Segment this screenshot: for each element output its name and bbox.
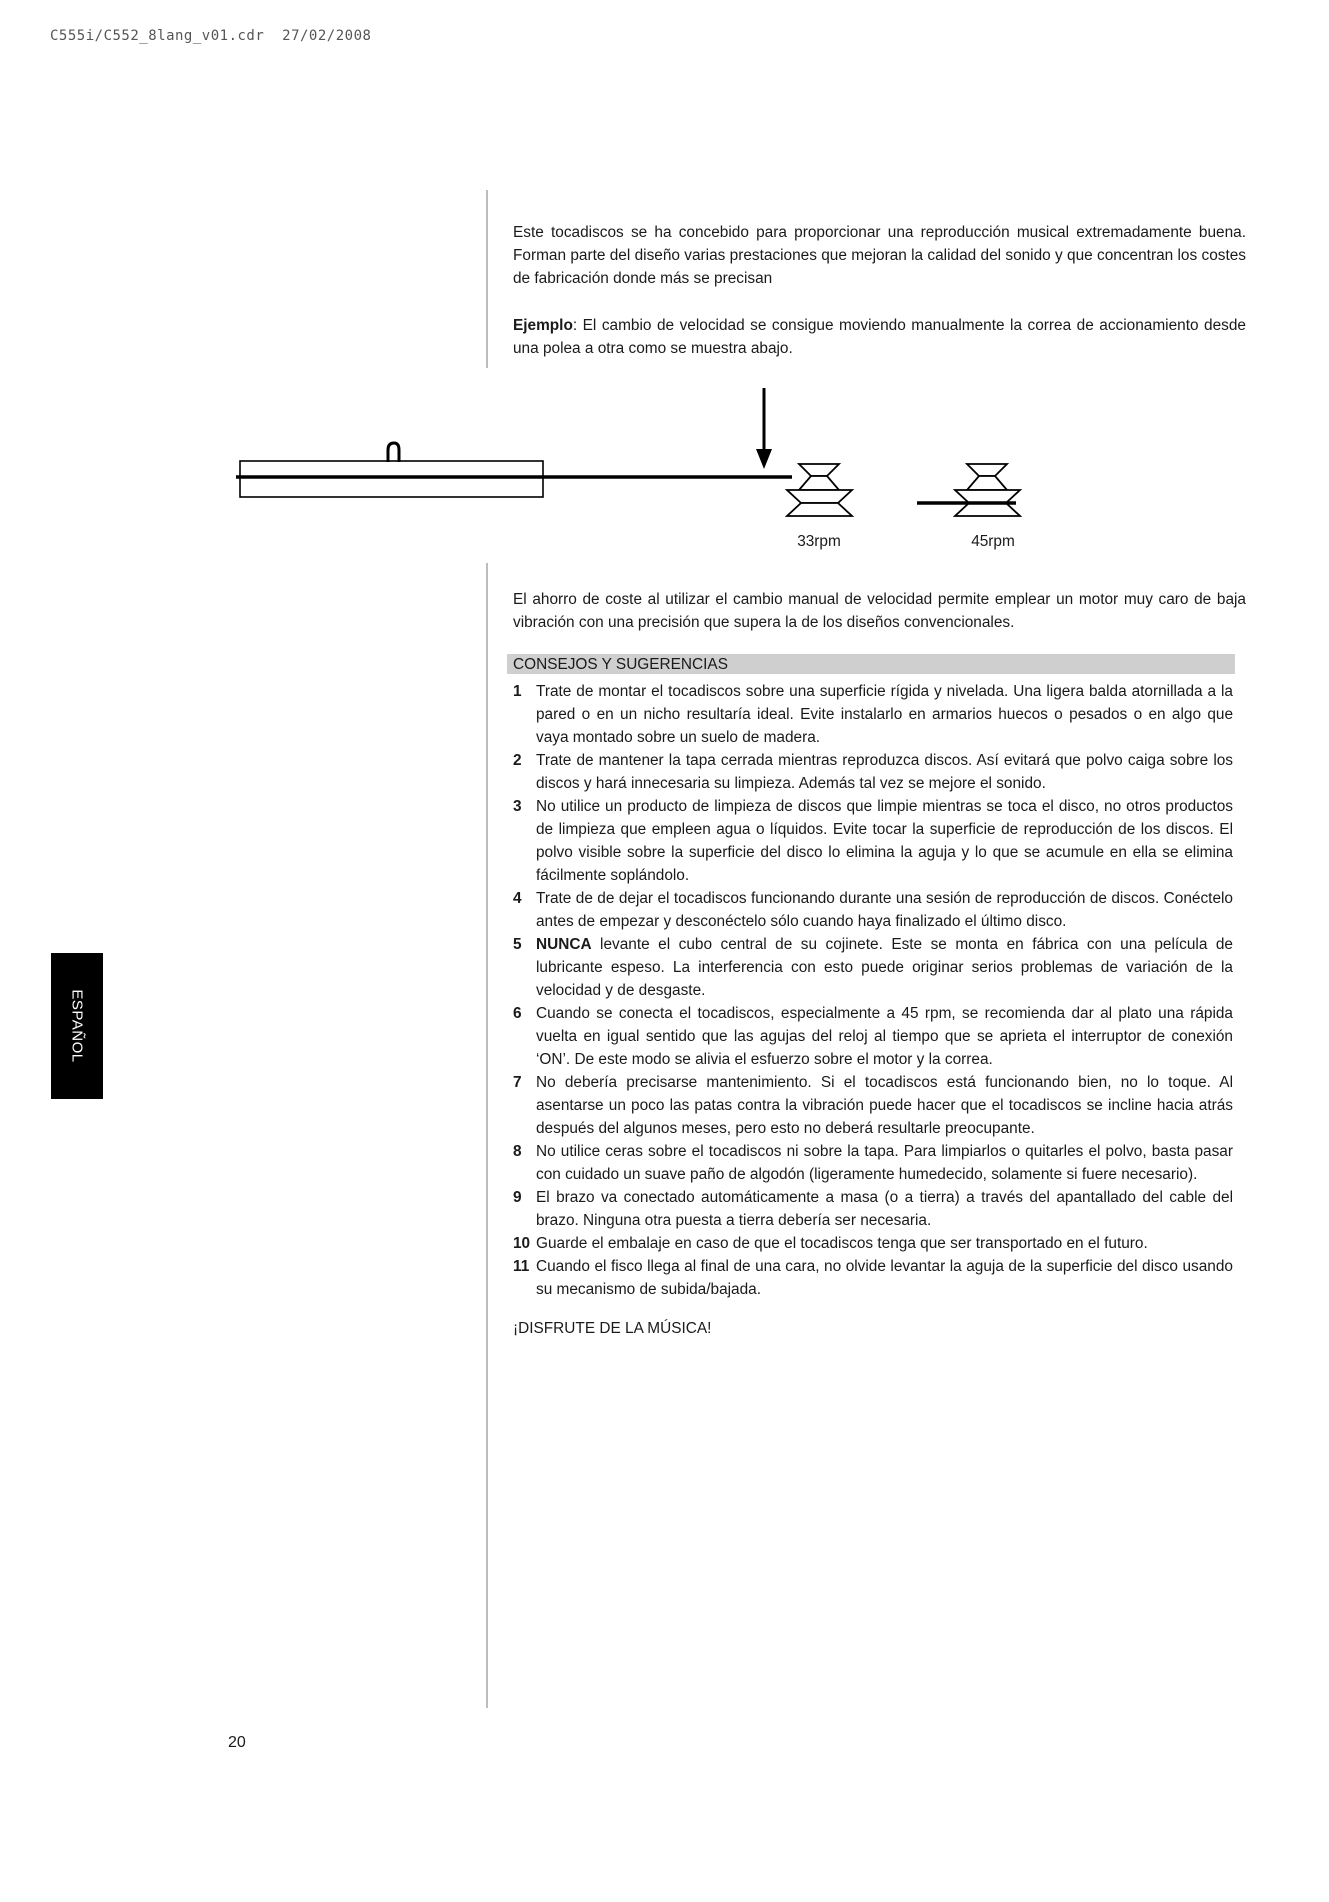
pulley-45rpm-icon — [917, 464, 1020, 516]
tip-text: Trate de montar el tocadiscos sobre una superficie rígida y nivelada. Una ligera balda atornillada a la pared o en un nicho resultaría ideal. Evite instalarlo en armarios huecos o pesados o en algo que vaya montado sobre un suelo de madera. — [536, 683, 1233, 746]
list-item — [513, 795, 1233, 887]
tip-text: Cuando el fisco llega al final de una cara, no olvide levantar la aguja de la superficie del disco usando su mecanismo de subida/bajada. — [536, 1258, 1233, 1298]
tip-number: 10 — [513, 1235, 531, 1252]
tip-text: Trate de de dejar el tocadiscos funcionando durante una sesión de reproducción de discos. Conéctelo antes de empezar y desconéctelo sólo cuando haya finalizado el último disco. — [536, 890, 1233, 930]
list-item — [513, 933, 1233, 1002]
list-item — [513, 1186, 1233, 1232]
tip-text: No utilice ceras sobre el tocadiscos ni sobre la tapa. Para limpiarlos o quitarles el polvo, basta pasar con cuidado un suave paño de algodón (ligeramente humedecido, solamente si fuere necesario). — [536, 1143, 1233, 1183]
cost-saving-paragraph: El ahorro de coste al utilizar el cambio manual de velocidad permite emplear un motor muy caro de baja vibración con una precisión que supera la de los diseños convencionales. — [513, 591, 1246, 631]
tip-number: 4 — [513, 890, 522, 907]
closing-line: ¡DISFRUTE DE LA MÚSICA! — [513, 1320, 712, 1337]
list-item — [513, 680, 1233, 749]
tip-text: El brazo va conectado automáticamente a masa (o a tierra) a través del apantallado del cable del brazo. Ninguna otra puesta a tierra debería ser necesaria. — [536, 1189, 1233, 1229]
pulley-33rpm-icon — [787, 464, 852, 516]
list-item — [513, 887, 1233, 933]
file-header: C555i/C552_8lang_v01.cdr 27/02/2008 — [50, 28, 372, 44]
list-item — [513, 1002, 1233, 1071]
list-item — [513, 749, 1233, 795]
tip-number: 7 — [513, 1074, 522, 1091]
tip-text: No debería precisarse mantenimiento. Si el tocadiscos está funcionando bien, no lo toque. Al asentarse un poco las patas contra la vibración puede hacer que el tocadiscos se incline hacia atrás después del algunos meses, pero esto no deberá resultarle preocupante. — [536, 1074, 1233, 1137]
tip-text: levante el cubo central de su cojinete. Este se monta en fábrica con una película de lubricante espeso. La interferencia con esto puede originar serios problemas de variación de la velocidad y de desgaste. — [536, 936, 1233, 999]
tip-number: 9 — [513, 1189, 522, 1206]
belt-pulley-diagram — [0, 380, 1329, 560]
example-label: Ejemplo — [513, 317, 573, 334]
platter-shape — [236, 443, 792, 497]
label-33rpm: 33rpm — [797, 533, 841, 550]
column-divider — [486, 563, 488, 1708]
tip-number: 8 — [513, 1143, 522, 1160]
column-divider — [486, 190, 488, 368]
example-text: : El cambio de velocidad se consigue moviendo manualmente la correa de accionamiento desde una polea a otra como se muestra abajo. — [513, 317, 1246, 357]
label-45rpm: 45rpm — [971, 533, 1015, 550]
tip-text: No utilice un producto de limpieza de discos que limpie mientras se toca el disco, no otros productos de limpieza que empleen agua o líquidos. Evite tocar la superficie de reproducción de los discos. El polvo visible sobre la superficie del disco lo elimina la aguja y lo que se acumule en ella se elimina fácilmente soplándolo. — [536, 798, 1233, 884]
tips-list — [513, 680, 1233, 1301]
list-item — [513, 1232, 1233, 1255]
tip-strong: NUNCA — [536, 936, 592, 953]
arrow-icon — [756, 388, 772, 469]
language-tab — [51, 953, 103, 1099]
tip-number: 11 — [513, 1258, 530, 1275]
list-item — [513, 1255, 1233, 1301]
tip-text: Cuando se conecta el tocadiscos, especialmente a 45 rpm, se recomienda dar al plato una rápida vuelta en igual sentido que las agujas del reloj al tiempo que se aprieta el interruptor de conexión ‘ON’. De este modo se alivia el esfuerzo sobre el motor y la correa. — [536, 1005, 1233, 1068]
tip-number: 6 — [513, 1005, 522, 1022]
example-paragraph — [513, 314, 1246, 360]
tip-number: 3 — [513, 798, 522, 815]
tip-number: 1 — [513, 683, 522, 700]
tip-number: 5 — [513, 936, 522, 953]
language-tab-label: ESPAÑOL — [68, 989, 86, 1063]
tip-text: Trate de mantener la tapa cerrada mientras reproduzca discos. Así evitará que polvo caiga sobre los discos y hará innecesaria su limpieza. Además tal vez se mejore el sonido. — [536, 752, 1233, 792]
page-number: 20 — [228, 1734, 246, 1751]
tip-text: Guarde el embalaje en caso de que el tocadiscos tenga que ser transportado en el futuro. — [536, 1235, 1148, 1252]
tip-number: 2 — [513, 752, 522, 769]
intro-paragraph: Este tocadiscos se ha concebido para proporcionar una reproducción musical extremadamente buena. Forman parte del diseño varias prestaciones que mejoran la calidad del sonido y que concentran los costes de fabricación donde más se precisan — [513, 224, 1246, 287]
list-item — [513, 1140, 1233, 1186]
list-item — [513, 1071, 1233, 1140]
tips-header: CONSEJOS Y SUGERENCIAS — [507, 654, 1235, 674]
